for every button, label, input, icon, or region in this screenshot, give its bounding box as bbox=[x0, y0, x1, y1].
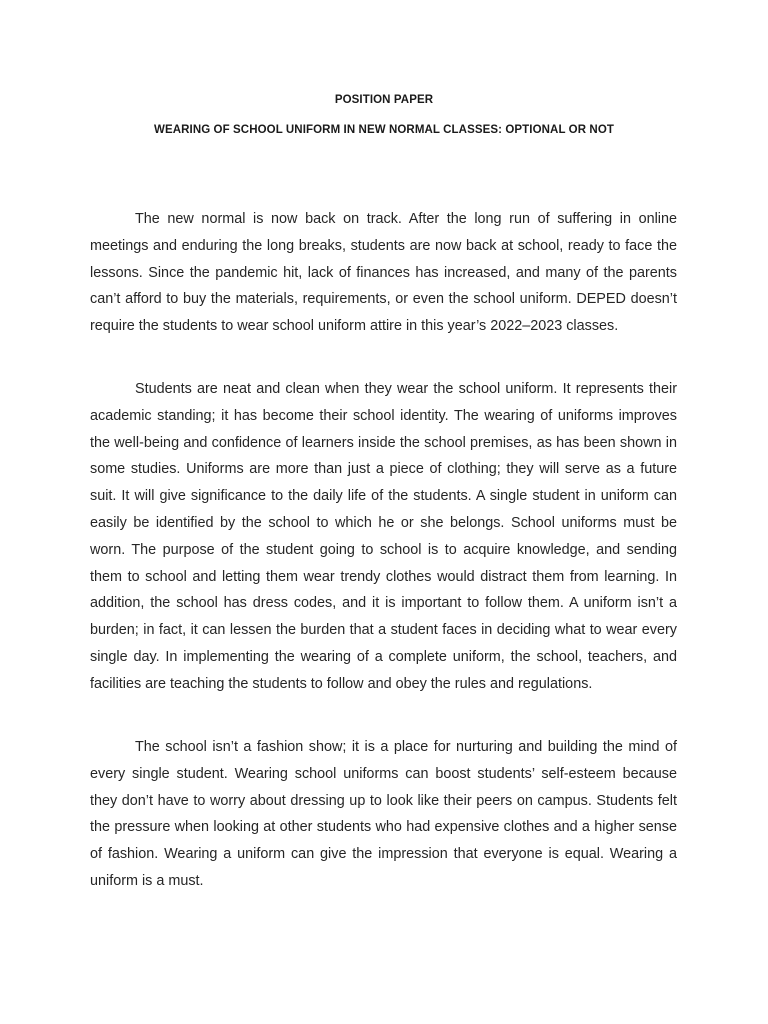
document-heading: POSITION PAPER bbox=[334, 94, 434, 106]
paragraph-2: Students are neat and clean when they wear the school uniform. It represents their academic standing; it has become their school identity. The wearing of uniforms improves the well-being and confidence of learners inside the school premises, as has been shown in some studies. Uniforms are more than just a piece of clothing; they will serve as a future suit. It will give significance to the daily life of the students. A single student in uniform can easily be identified by the school to which he or she belongs. School uniforms must be worn. The purpose of the student going to school is to acquire knowledge, and sending them to school and letting them wear trendy clothes would distract them from learning. In addition, the school has dress codes, and it is important to follow them. A uniform isn’t a burden; in fact, it can lessen the burden that a student faces in deciding what to wear every single day. In implementing the wearing of a complete uniform, the school, teachers, and facilities are teaching the students to follow and obey the rules and regulations. bbox=[90, 381, 677, 692]
document-title: WEARING OF SCHOOL UNIFORM IN NEW NORMAL CLASSES: OPTIONAL OR NOT bbox=[153, 124, 614, 136]
paragraph-3: The school isn’t a fashion show; it is a place for nurturing and building the mind of every single student. Wearing school uniforms can boost students’ self-esteem because they don’t have to worry about dressing up to look like their peers on campus. Students felt the pressure when looking at other students who had expensive clothes and a higher sense of fashion. Wearing a uniform can give the impression that everyone is equal. Wearing a uniform is a must. bbox=[90, 739, 677, 889]
paragraph-1: The new normal is now back on track. After the long run of suffering in online meetings and enduring the long breaks, students are now back at school, ready to face the lessons. Since the pandemic hit, lack of finances has increased, and many of the parents can’t afford to buy the materials, requirements, or even the school uniform. DEPED doesn’t require the students to wear school uniform attire in this year’s 2022–2023 classes. bbox=[90, 211, 677, 335]
